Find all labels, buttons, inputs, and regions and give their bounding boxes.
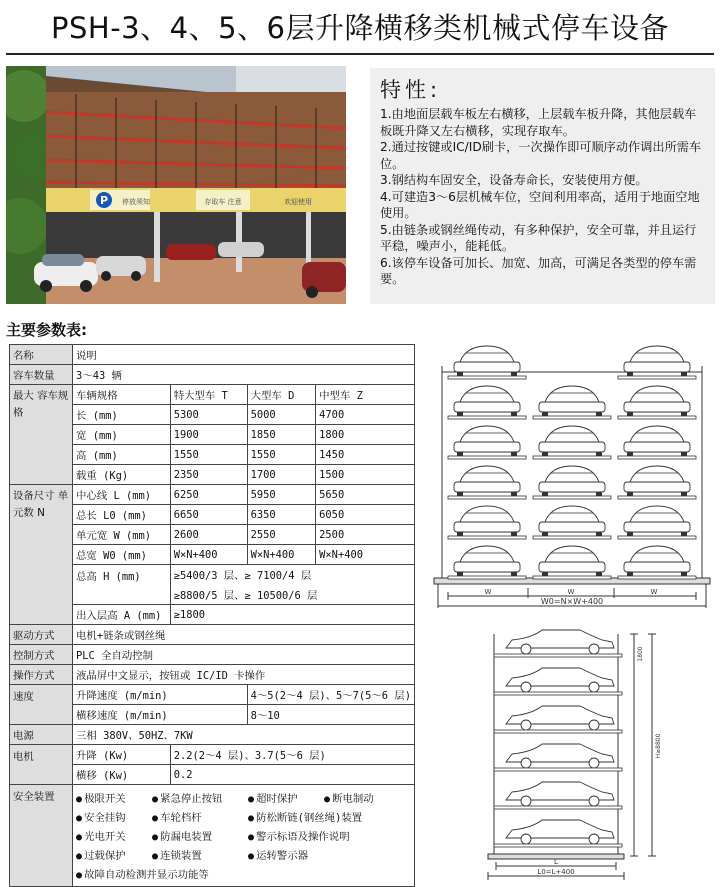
table-cell: 4700 [316,405,415,425]
table-cell: 中型车 Z [316,385,415,405]
table-cell: 长 (mm) [73,405,171,425]
table-cell: 横移速度 (m/min) [73,705,248,725]
banner-text-1: 停放须知 [122,198,150,206]
car-front-icon [618,386,696,419]
table-cell: 1550 [247,445,316,465]
table-cell: 1800 [316,425,415,445]
safety-item: ● 极限开关 [76,790,152,805]
row-label: 控制方式 [10,645,73,665]
table-cell: 三相 380V、50HZ、7KW [73,725,415,745]
table-cell: PLC 全自动控制 [73,645,415,665]
table-row [10,345,415,365]
dim-label-w: W [650,588,658,596]
front-elevation-drawing [428,336,716,608]
car-front-icon [448,546,526,579]
table-cell: 特大型车 T [170,385,247,405]
car-front-icon [448,346,526,379]
table-cell: 2.2(2～4 层)、3.7(5～6 层) [170,745,414,765]
table-cell: 1700 [247,465,316,485]
table-cell: 5000 [247,405,316,425]
table-cell: 出入层高 A (mm) [73,605,171,625]
table-cell: 载重 (Kg) [73,465,171,485]
safety-item: ● 过载保护 [76,847,152,862]
safety-item: ● 超时保护 [248,790,324,805]
car-front-icon [533,466,611,499]
table-cell: 0.2 [170,765,414,785]
car-front-icon [448,506,526,539]
row-label: 操作方式 [10,665,73,685]
banner-text-2: 存取车 注意 [204,198,242,206]
table-cell: 1550 [170,445,247,465]
table-cell: 3～43 辆 [73,365,415,385]
dim-label-total-height: H≥8800 [655,733,662,759]
car-front-icon [448,386,526,419]
row-label: 电机 [10,745,73,785]
feature-item: 1.由地面层载车板左右横移，上层载车板升降，其他层载车板既升降又左右横移，实现存取车。 [380,107,697,138]
title-divider [6,53,714,55]
table-cell: 升降 (Kw) [73,745,171,765]
safety-line [76,864,411,883]
table-cell: 6650 [170,505,247,525]
feature-item: 2.通过按键或IC/ID刷卡，一次操作即可顺序动作调出所需车位。 [380,140,702,171]
row-label: 电源 [10,725,73,745]
table-row [10,785,415,887]
car-side-icon [494,706,622,733]
table-row [10,665,415,685]
table-cell: 2600 [170,525,247,545]
car-front-icon [533,426,611,459]
table-row [10,385,415,405]
row-label: 最大 容车规格 [10,385,73,485]
side-elevation-diagram [482,618,672,882]
table-cell: W×N+400 [316,545,415,565]
row-label: 安全装置 [10,785,73,887]
banner-text-3: 欢迎使用 [284,198,312,206]
table-cell: W×N+400 [170,545,247,565]
dim-label-w: W [567,588,575,596]
car-front-icon [533,386,611,419]
table-cell: 大型车 D [247,385,316,405]
front-elevation-diagram [428,336,716,608]
parking-sign-letter: P [99,194,109,207]
table-cell: 2500 [316,525,415,545]
table-cell: 5300 [170,405,247,425]
table-row [10,365,415,385]
safety-line [76,807,411,826]
safety-line [76,826,411,845]
safety-item: ● 断电制动 [324,790,374,805]
table-cell: 高 (mm) [73,445,171,465]
table-cell: 8～10 [247,705,414,725]
page-title: PSH-3、4、5、6层升降横移类机械式停车设备 [51,11,669,45]
table-cell: ≥8800/5 层、≥ 10500/6 层 [170,585,414,605]
table-row [10,645,415,665]
table-cell: 横移 (Kw) [73,765,171,785]
row-label: 设备尺寸 单元数 N [10,485,73,625]
table-cell: ≥1800 [170,605,414,625]
safety-item: ● 警示标语及操作说明 [248,828,350,843]
safety-item: ● 紧急停止按钮 [152,790,248,805]
table-cell: 单元宽 W (mm) [73,525,171,545]
car-front-icon [618,466,696,499]
dim-label-total-length: L0=L+400 [537,868,575,876]
car-side-icon [494,782,622,809]
table-row [10,745,415,765]
car-front-icon [533,546,611,579]
table-cell: ≥5400/3 层、≥ 7100/4 层 [170,565,414,585]
table-cell: 2550 [247,525,316,545]
safety-line [76,788,411,807]
table-cell: 车辆规格 [73,385,171,405]
car-front-icon [448,426,526,459]
row-label: 容车数量 [10,365,73,385]
table-cell: 1900 [170,425,247,445]
car-front-icon [533,506,611,539]
car-front-icon [618,546,696,579]
parking-photo-illustration [6,66,346,304]
feature-item: 4.可建造3～6层机械车位，空间利用率高，适用于地面空地使用。 [380,189,700,220]
car-front-icon [618,346,696,379]
params-section-title: 主要参数表: [6,321,87,339]
car-side-icon [494,744,622,771]
side-elevation-drawing [482,618,672,882]
safety-item: ● 防漏电装置 [152,828,248,843]
table-cell: 6350 [247,505,316,525]
features-panel [370,68,715,304]
table-header-cell: 名称 [10,345,73,365]
safety-item: ● 防松断链(钢丝绳)装置 [248,809,362,824]
features-title: 特性: [380,78,442,102]
safety-line [76,845,411,864]
safety-item: ● 车轮档杆 [152,809,248,824]
car-front-icon [618,426,696,459]
table-row [10,485,415,505]
table-cell: 5650 [316,485,415,505]
table-cell: 总高 H (mm) [73,565,171,605]
table-cell: 4～5(2～4 层)、5～7(5～6 层) [247,685,414,705]
table-header-cell: 说明 [73,345,415,365]
table-cell: 中心线 L (mm) [73,485,171,505]
table-row [10,725,415,745]
table-row [10,625,415,645]
table-cell: 电机+链条或钢丝绳 [73,625,415,645]
table-cell: 1500 [316,465,415,485]
dim-label-total-width: W0=N×W+400 [540,597,604,606]
dim-label-w: W [484,588,492,596]
table-cell: 1450 [316,445,415,465]
table-cell: 5950 [247,485,316,505]
car-front-icon [448,466,526,499]
table-cell: 液晶屏中文显示，按钮或 IC/ID 卡操作 [73,665,415,685]
dim-label-entry-height: 1800 [637,646,644,662]
car-side-icon [494,630,622,657]
safety-item: ● 光电开关 [76,828,152,843]
table-cell: 6050 [316,505,415,525]
car-front-icon [618,506,696,539]
table-row [10,685,415,705]
safety-devices-cell [73,785,415,887]
feature-item: 5.由链条或钢丝绳传动，有多种保护，安全可靠，并且运行平稳，噪声小，能耗低。 [380,222,697,253]
table-cell: 宽 (mm) [73,425,171,445]
table-cell: 2350 [170,465,247,485]
row-label: 速度 [10,685,73,725]
parking-photo [6,66,346,304]
params-table [9,344,415,887]
table-cell: 总长 L0 (mm) [73,505,171,525]
table-cell: W×N+400 [247,545,316,565]
car-side-icon [494,820,622,847]
safety-item: ● 安全挂钩 [76,809,152,824]
row-label: 驱动方式 [10,625,73,645]
feature-item: 6.该停车设备可加长、加宽、加高，可满足各类型的停车需要。 [380,255,697,286]
safety-item: ● 连锁装置 [152,847,248,862]
table-cell: 总宽 W0 (mm) [73,545,171,565]
dim-label-l: L [554,858,558,866]
table-cell: 升降速度 (m/min) [73,685,248,705]
safety-item: ● 运转警示器 [248,847,308,862]
table-cell: 6250 [170,485,247,505]
table-cell: 1850 [247,425,316,445]
car-side-icon [494,668,622,695]
safety-item: ● 故障自动检测并显示功能等 [76,866,209,881]
feature-item: 3.钢结构车固安全，设备寿命长，安装使用方便。 [380,173,648,187]
